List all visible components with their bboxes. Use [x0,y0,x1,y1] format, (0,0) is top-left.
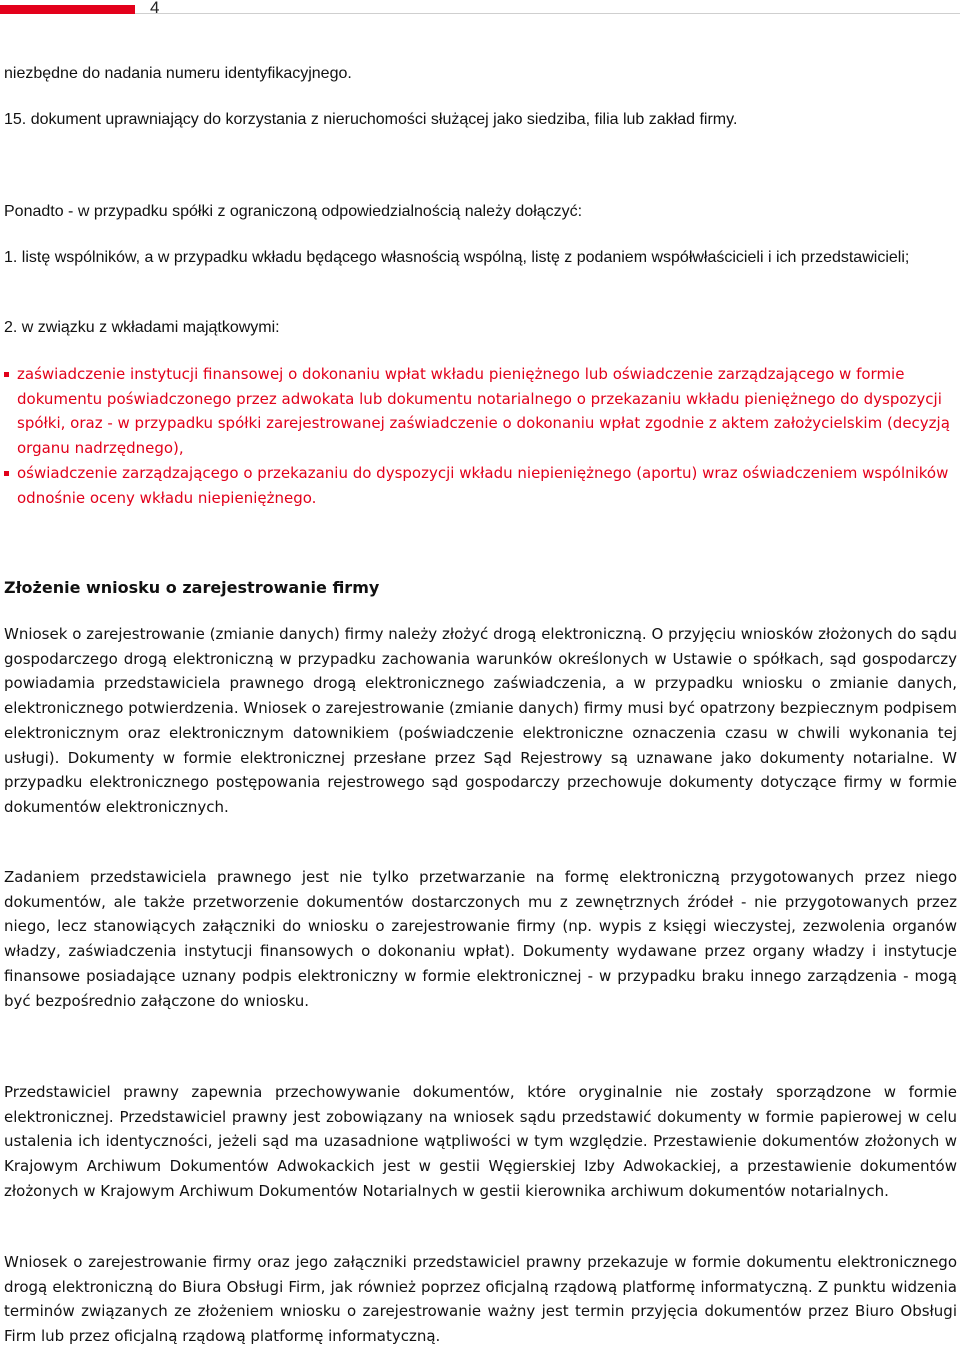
sentence: O przyjęciu wniosków złożonych do sądu gospodarczego drogą elektroniczną w przypadku zachowania warunków określonych w Ustawie o spółkach, sąd gospodarczy powiadamia przedstawiciela prawnego drogą elektronicznego zaświadczenia, a w przypadku wniosku o zmianie danych, elektronicznego potwierdzenia. [4,625,957,718]
bullet-item [4,362,957,461]
section-heading: Złożenie wniosku o zarejestrowanie firmy [4,578,380,597]
sentence: Dokumenty w formie elektronicznej przesłane przez Sąd Rejestrowy są uznawane jako dokumenty notarialne. [59,748,934,767]
list-item-15: 15. dokument uprawniający do korzystania z nieruchomości służącej jako siedziba, filia lub zakład firmy. [4,111,738,128]
list-item-2: 2. w związku z wkładami majątkowymi: [4,319,280,336]
bullet-square-icon [4,372,9,377]
sentence: Z punktu widzenia terminów związanych ze złożeniem wniosku o zarejestrowanie ważny jest termin przyjęcia dokumentów przez Biuro Obsługi Firm lub przez oficjalną rządową platformę informatyczną. [4,1277,957,1346]
sentence: Zadaniem przedstawiciela prawnego jest nie tylko przetwarzanie na formę elektroniczną przygotowanych przez niego dokumentów, ale także przetworzenie dokumentów dostarczonych mu z zewnętrznych źródeł - nie przygotowanych przez niego, lecz stanowiących załączniki do wniosku o zarejestrowanie firmy (np. wypis z księgi wieczystej, zezwolenia organów władzy, zaświadczenia instytucji finansowych o dokonaniu wpłat). [4,868,957,961]
sentence: Wniosek o zarejestrowanie (zmianie danych) firmy należy złożyć drogą elektroniczną. [4,625,647,643]
contribution-bullet-list [4,362,957,510]
paragraph-submission [4,1250,957,1349]
sentence: W przypadku elektronicznego postępowania rejestrowego sąd gospodarczy przechowuje dokumenty dotyczące firmy w formie dokumentów elektronicznych. [4,748,957,816]
paragraph-representative-duties [4,865,957,1013]
sentence: Przedstawiciel prawny jest zobowiązany na wniosek sądu przedstawić dokumenty w formie papierowej w celu ustalenia ich identyczności, jeżeli sąd ma uzasadnione wątpliwości w tym względzie. [4,1107,957,1151]
intro-continuation: niezbędne do nadania numeru identyfikacyjnego. [4,65,352,82]
paragraph-document-storage [4,1080,957,1204]
sentence: Dokumenty wydawane przez organy władzy i instytucje finansowe posiadające uznany podpis elektroniczny w formie elektronicznej - w przypadku braku innego zarządzenia - mogą być bezpośrednio załączone do wniosku. [4,942,957,1010]
bullet-text: zaświadczenie instytucji finansowej o dokonaniu wpłat wkładu pieniężnego lub oświadczenie zarządzającego w formie dokumentu poświadczonego przez adwokata lub dokumentu notarialnego o przekazaniu wkładu pieniężnego do dyspozycji spółki, oraz - w przypadku spółki zarejestrowanej zaświadczenie o dokonaniu wpłat zgodnie z aktem założycielskim (decyzją organu nadrzędnego), [17,365,950,458]
ponadto-paragraph: Ponadto - w przypadku spółki z ograniczoną odpowiedzialnością należy dołączyć: [4,203,583,220]
bullet-text: oświadczenie zarządzającego o przekazaniu do dyspozycji wkładu niepieniężnego (aportu) wraz oświadczeniem wspólników odnośnie oceny wkładu niepieniężnego. [17,463,949,507]
list-item-1: 1. listę wspólników, a w przypadku wkładu będącego własnością wspólną, listę z podaniem współwłaścicieli i ich przedstawicieli; [4,249,910,266]
bullet-square-icon [4,471,9,476]
paragraph-electronic-filing [4,622,957,820]
sentence: Wniosek o zarejestrowanie (zmianie danych) firmy musi być opatrzony bezpiecznym podpisem elektronicznym oraz elektronicznym datownikiem (poświadczenie elektroniczne oznaczenia czasu w chwili wykonania tej usługi). [4,699,958,767]
header-accent-bar [0,5,135,14]
page-number: 4 [150,0,160,17]
bullet-item [4,461,957,510]
sentence: Przedstawiciel prawny zapewnia przechowywanie dokumentów, które oryginalnie nie zostały sporządzone w formie elektronicznej. [4,1083,957,1126]
sentence: Przestawienie dokumentów złożonych w Krajowym Archiwum Dokumentów Adwokackich jest w gestii Węgierskiej Izby Adwokackiej, a przestawienie dokumentów złożonych w Krajowym Archiwum Dokumentów Notarialnych w gestii kierownika archiwum dokumentów notarialnych. [4,1132,957,1200]
header-rule [135,13,960,14]
sentence: Wniosek o zarejestrowanie firmy oraz jego załączniki przedstawiciel prawny przekazuje w formie dokumentu elektronicznego drogą elektroniczną do Biura Obsługi Firm, jak również poprzez oficjalną rządową platformę informatyczną. [4,1253,957,1296]
